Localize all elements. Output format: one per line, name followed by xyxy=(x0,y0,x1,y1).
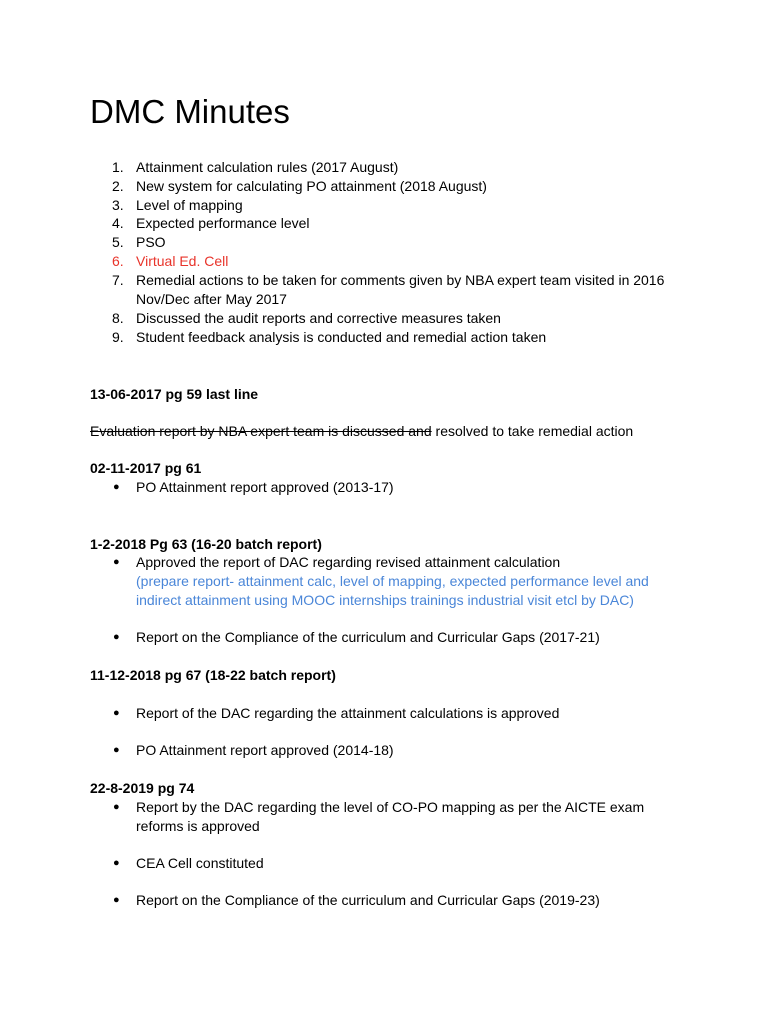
struck-text: Evaluation report by NBA expert team is discussed and xyxy=(90,423,432,439)
bullet-icon: ● xyxy=(113,894,120,906)
list-number: 6. xyxy=(112,253,124,269)
list-item-text: Discussed the audit reports and corrective measures taken xyxy=(136,310,501,326)
bullet-icon: ● xyxy=(113,481,120,493)
bullet-text: CEA Cell constituted xyxy=(136,855,264,871)
section-heading: 02-11-2017 pg 61 xyxy=(90,460,202,476)
list-number: 7. xyxy=(112,272,124,288)
bullet-icon: ● xyxy=(113,857,120,869)
list-item-text: Level of mapping xyxy=(136,197,243,213)
paragraph-text: resolved to take remedial action xyxy=(431,423,634,439)
document-title: DMC Minutes xyxy=(90,93,290,130)
list-number: 5. xyxy=(112,234,124,250)
bullet-text: Report on the Compliance of the curriculum and Curricular Gaps (2019-23) xyxy=(136,892,600,908)
list-number: 1. xyxy=(112,159,124,175)
list-number: 3. xyxy=(112,197,124,213)
list-number: 9. xyxy=(112,329,124,345)
bullet-text: Report by the DAC regarding the level of CO-PO mapping as per the AICTE exam xyxy=(136,799,645,815)
section-heading: 13-06-2017 pg 59 last line xyxy=(90,386,259,402)
paragraph xyxy=(90,422,633,441)
bullet-text: PO Attainment report approved (2014-18) xyxy=(136,742,394,758)
list-item-text: Student feedback analysis is conducted and remedial action taken xyxy=(136,329,547,345)
list-item-text: Virtual Ed. Cell xyxy=(136,253,229,269)
bullet-text: PO Attainment report approved (2013-17) xyxy=(136,479,394,495)
list-number: 8. xyxy=(112,310,124,326)
bullet-icon: ● xyxy=(113,744,120,756)
list-item-text: New system for calculating PO attainment (2018 August) xyxy=(136,178,487,194)
list-item-text: Expected performance level xyxy=(136,215,310,231)
bullet-icon: ● xyxy=(113,707,120,719)
bullet-icon: ● xyxy=(113,631,120,643)
list-number: 4. xyxy=(112,215,124,231)
bullet-text: Report of the DAC regarding the attainment calculations is approved xyxy=(136,705,560,721)
section-heading: 1-2-2018 Pg 63 (16-20 batch report) xyxy=(90,536,322,552)
section-heading: 22-8-2019 pg 74 xyxy=(90,780,195,796)
annotation-note: indirect attainment using MOOC internships trainings industrial visit etcl by DAC) xyxy=(136,592,634,608)
bullet-text-continuation: reforms is approved xyxy=(136,818,260,834)
section-heading: 11-12-2018 pg 67 (18-22 batch report) xyxy=(90,667,336,683)
annotation-note: (prepare report- attainment calc, level of mapping, expected performance level and xyxy=(136,573,649,589)
bullet-text: Report on the Compliance of the curriculum and Curricular Gaps (2017-21) xyxy=(136,629,600,645)
bullet-icon: ● xyxy=(113,801,120,813)
list-item-text: Nov/Dec after May 2017 xyxy=(136,291,287,307)
list-item-text: PSO xyxy=(136,234,166,250)
list-item-text: Attainment calculation rules (2017 August) xyxy=(136,159,399,175)
list-number: 2. xyxy=(112,178,124,194)
bullet-icon: ● xyxy=(113,556,120,568)
bullet-text: Approved the report of DAC regarding revised attainment calculation xyxy=(136,554,561,570)
list-item-text: Remedial actions to be taken for comments given by NBA expert team visited in 2016 xyxy=(136,272,665,288)
